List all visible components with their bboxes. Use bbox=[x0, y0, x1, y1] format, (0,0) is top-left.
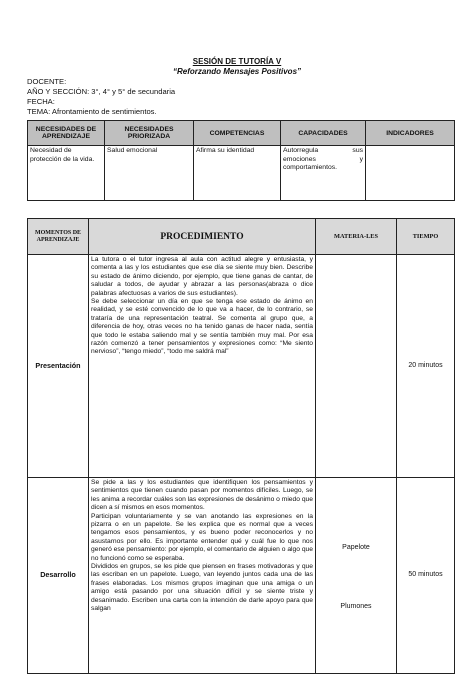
needs-table-header bbox=[28, 121, 455, 146]
material-item: Plumones bbox=[340, 602, 372, 610]
fecha-line: FECHA: bbox=[27, 97, 55, 106]
paragraph: Participan voluntariamente y se van anotando las expresiones en la pizarra o en un papelote. Se les explica que es normal que a veces tengamos esos pensamientos, y es bueno poder reconocerlos y no asustarnos por ello. Es importante entender qué y cuál fue lo que nos generó ese pensamiento: por ejemplo, el comentario de alguien o algo que no funcionó como se esperaba. bbox=[91, 512, 313, 562]
paragraph: Se pide a las y los estudiantes que identifiquen los pensamientos y sentimientos que tienen cuando pasan por momentos difíciles. Luego, se les anima a recordar cuáles son las expresiones de desánimo o miedo que dicen a sí mismos en esos momentos. bbox=[91, 479, 313, 512]
procedimiento-presentacion bbox=[89, 255, 316, 478]
col-materiales: MATERIA-LES bbox=[316, 219, 397, 255]
col-capacidades: CAPACIDADES bbox=[281, 121, 366, 146]
col-tiempo: TIEMPO bbox=[397, 219, 455, 255]
anio-seccion-line: AÑO Y SECCIÓN: 3°, 4° y 5° de secundaria bbox=[27, 87, 176, 96]
tiempo-desarrollo: 50 minutos bbox=[397, 478, 455, 674]
cell-priorizada: Salud emocional bbox=[105, 146, 194, 201]
paragraph: La tutora o el tutor ingresa al aula con actitud alegre y entusiasta, y comenta a las y los estudiantes que ese día se siente muy bien. Describe su estado de ánimo diciendo, por ejemplo, que tiene ganas de cantar, de saludar a todos, de ayudar y abrazar a las personas(abraza o dice palabras afectuosas a varios de sus estudiantes). bbox=[91, 256, 313, 297]
material-item: Papelote bbox=[342, 544, 370, 552]
paragraph: Divididos en grupos, se les pide que piensen en frases motivadoras y que las escriban en un papelote. Luego, van leyendo juntos cada una de las frases elaboradas. Los mismos grupos imaginan que una amiga o un amigo está pasando por una situación difícil y se siente triste y desanimado. Escriben una carta con la intención de darle apoyo para que salgan bbox=[91, 563, 313, 613]
table-row bbox=[28, 255, 455, 478]
cell-necesidad: Necesidad de protección de la vida. bbox=[28, 146, 105, 201]
procedimiento-desarrollo bbox=[89, 478, 316, 674]
tiempo-presentacion: 20 minutos bbox=[397, 255, 455, 478]
materiales-presentacion bbox=[316, 255, 397, 478]
tema-line: TEMA: Afrontamiento de sentimientos. bbox=[27, 107, 157, 116]
table-row bbox=[28, 146, 455, 201]
cell-competencia: Afirma su identidad bbox=[194, 146, 281, 201]
col-indicadores: INDICADORES bbox=[366, 121, 455, 146]
procedure-table-header bbox=[28, 219, 455, 255]
docente-line: DOCENTE: bbox=[27, 77, 67, 86]
col-necesidades-aprendizaje: NECESIDADES DE APRENDIZAJE bbox=[28, 121, 105, 146]
momento-presentacion: Presentación bbox=[28, 255, 89, 478]
cell-indicador bbox=[366, 146, 455, 201]
materiales-desarrollo bbox=[316, 478, 397, 674]
momento-desarrollo: Desarrollo bbox=[28, 478, 89, 674]
col-procedimiento: PROCEDIMIENTO bbox=[89, 219, 316, 255]
paragraph: Se debe seleccionar un día en que se tenga ese estado de ánimo en realidad, y se esté convencido de lo que va a hacer, de lo contrario, se trataría de una representación teatral. Se comenta al grupo que, a diferencia de hoy, otras veces no ha tenido ganas de hacer nada, sentía que todo le estaba saliendo mal y se sentía también muy mal. Por esa razón comenzó a tener pensamientos y expresiones como: “Me siento nervioso”, “tengo miedo”, “todo me saldrá mal” bbox=[91, 298, 313, 356]
col-competencias: COMPETENCIAS bbox=[194, 121, 281, 146]
session-subtitle: “Reforzando Mensajes Positivos” bbox=[172, 67, 302, 76]
needs-table bbox=[27, 120, 455, 201]
cell-capacidad: Autorregula sus emociones y comportamientos. bbox=[281, 146, 366, 201]
procedure-table bbox=[27, 218, 455, 674]
session-title: SESIÓN DE TUTORÍA V bbox=[192, 57, 282, 66]
table-row bbox=[28, 478, 455, 674]
col-momentos: MOMENTOS DE APRENDIZAJE bbox=[28, 219, 89, 255]
col-necesidades-priorizada: NECESIDADES PRIORIZADA bbox=[105, 121, 194, 146]
